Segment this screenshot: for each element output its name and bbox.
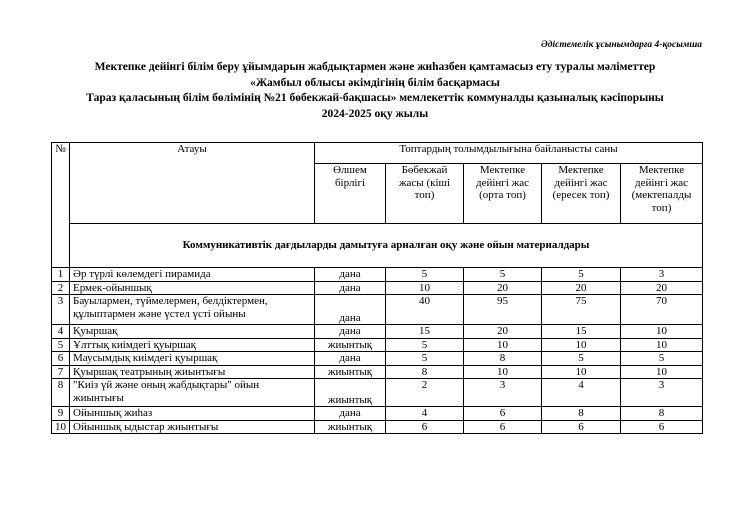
row-value-4: 10 [621, 338, 703, 352]
appendix-note: Әдістемелік ұсынымдарға 4-қосымша [540, 40, 702, 50]
row-value-1: 10 [386, 281, 464, 295]
row-value-3: 5 [542, 352, 621, 366]
row-unit: дана [315, 295, 386, 325]
row-number: 1 [52, 268, 70, 282]
row-value-1: 2 [386, 379, 464, 407]
row-value-1: 4 [386, 407, 464, 421]
row-unit: жиынтық [315, 338, 386, 352]
row-value-4: 10 [621, 365, 703, 379]
row-name: Әр түрлі көлемдегі пирамида [70, 268, 315, 282]
header-group-2: Мектепке дейінгі жас (орта топ) [464, 164, 542, 224]
row-value-2: 6 [464, 407, 542, 421]
row-unit: жиынтық [315, 379, 386, 407]
title-line-2: «Жамбыл облысы әкімдігінің білім басқармасы [250, 76, 500, 89]
row-value-1: 5 [386, 338, 464, 352]
row-unit: дана [315, 407, 386, 421]
row-value-3: 10 [542, 365, 621, 379]
row-value-2: 8 [464, 352, 542, 366]
header-name: Атауы [70, 143, 315, 224]
row-value-3: 8 [542, 407, 621, 421]
row-value-4: 20 [621, 281, 703, 295]
row-number: 9 [52, 407, 70, 421]
row-value-4: 6 [621, 420, 703, 434]
table-row [52, 325, 703, 339]
table-row [52, 281, 703, 295]
header-group: Топтардың толымдылығына байланысты саны [315, 143, 703, 164]
row-value-3: 75 [542, 295, 621, 325]
row-value-3: 15 [542, 325, 621, 339]
row-number: 10 [52, 420, 70, 434]
row-name: Ұлттық киімдегі қуыршақ [70, 338, 315, 352]
row-unit: жиынтық [315, 420, 386, 434]
table-row [52, 338, 703, 352]
equipment-table [51, 142, 703, 434]
title-line-3: Тараз қаласының білім бөлімінің №21 бөбекжай-бақшасы» мемлекеттік коммуналды қазыналық кәсіпорыны [86, 92, 664, 104]
row-value-2: 20 [464, 325, 542, 339]
row-value-2: 10 [464, 338, 542, 352]
row-value-2: 3 [464, 379, 542, 407]
row-value-1: 15 [386, 325, 464, 339]
table-row [52, 352, 703, 366]
header-no: № [52, 143, 70, 268]
row-value-2: 95 [464, 295, 542, 325]
table-row [52, 407, 703, 421]
row-value-4: 3 [621, 268, 703, 282]
row-value-1: 40 [386, 295, 464, 325]
title-line-4: 2024-2025 оқу жылы [321, 107, 429, 120]
row-number: 4 [52, 325, 70, 339]
row-name: Қуыршақ [70, 325, 315, 339]
row-value-4: 70 [621, 295, 703, 325]
row-value-4: 5 [621, 352, 703, 366]
header-unit: Өлшем бірлігі [315, 164, 386, 224]
row-number: 8 [52, 379, 70, 407]
row-name: Ойыншық жиһаз [70, 407, 315, 421]
row-number: 6 [52, 352, 70, 366]
row-name: "Киіз үй және оның жабдықтары" ойын жиынтығы [70, 379, 315, 407]
row-value-1: 8 [386, 365, 464, 379]
row-value-3: 5 [542, 268, 621, 282]
row-number: 5 [52, 338, 70, 352]
row-value-2: 6 [464, 420, 542, 434]
row-unit: жиынтық [315, 365, 386, 379]
row-name: Бауылармен, түймелермен, белдіктермен, құлыптармен және үстел үсті ойыны [70, 295, 315, 325]
row-value-1: 6 [386, 420, 464, 434]
row-value-4: 10 [621, 325, 703, 339]
header-group-4: Мектепке дейінгі жас (мектепалды топ) [621, 164, 703, 224]
row-value-2: 10 [464, 365, 542, 379]
row-value-1: 5 [386, 352, 464, 366]
row-value-3: 10 [542, 338, 621, 352]
row-value-4: 3 [621, 379, 703, 407]
table-row [52, 365, 703, 379]
table-row [52, 420, 703, 434]
row-value-2: 20 [464, 281, 542, 295]
table-row [52, 379, 703, 407]
section-title: Коммуникативтік дағдыларды дамытуға арналған оқу және ойын материалдары [70, 224, 703, 268]
row-value-4: 8 [621, 407, 703, 421]
title-line-1: Мектепке дейінгі білім беру ұйымдарын жабдықтармен және жиһазбен қамтамасыз ету туралы мәліметтер [94, 61, 656, 73]
row-value-2: 5 [464, 268, 542, 282]
row-name: Маусымдық киімдегі қуыршақ [70, 352, 315, 366]
row-unit: дана [315, 325, 386, 339]
header-group-3: Мектепке дейінгі жас (ересек топ) [542, 164, 621, 224]
row-name: Ойыншық ыдыстар жиынтығы [70, 420, 315, 434]
row-name: Қуыршақ театрының жиынтығы [70, 365, 315, 379]
document-heading [0, 60, 750, 122]
header-group-1: Бөбекжай жасы (кіші топ) [386, 164, 464, 224]
row-number: 7 [52, 365, 70, 379]
row-number: 3 [52, 295, 70, 325]
row-value-3: 4 [542, 379, 621, 407]
row-value-3: 6 [542, 420, 621, 434]
row-unit: дана [315, 281, 386, 295]
row-value-1: 5 [386, 268, 464, 282]
table-row [52, 268, 703, 282]
row-name: Ермек-ойыншық [70, 281, 315, 295]
table-row [52, 295, 703, 325]
row-number: 2 [52, 281, 70, 295]
row-unit: дана [315, 268, 386, 282]
row-value-3: 20 [542, 281, 621, 295]
row-unit: дана [315, 352, 386, 366]
